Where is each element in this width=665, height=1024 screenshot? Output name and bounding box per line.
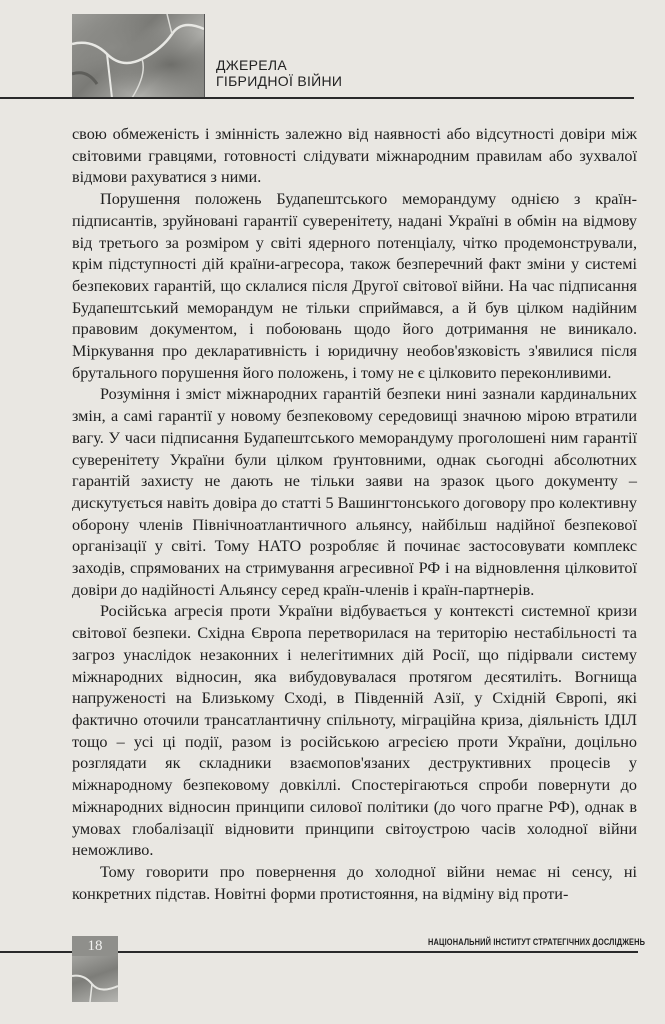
section-title xyxy=(216,57,342,89)
header-map-image xyxy=(72,14,205,98)
page-number: 18 xyxy=(72,936,118,956)
paragraph: Тому говорити про повернення до холодної війни немає ні сенсу, ні конкретних підстав. Новітні форми протистояння, на відміну від проти- xyxy=(72,862,637,903)
footer-crack-graphic xyxy=(72,956,118,1002)
map-crack-graphic xyxy=(72,14,204,98)
paragraph: Порушення положень Будапештського меморандуму однією з країн-підписантів, зруйновані гарантії суверенітету, надані Україні в обмін на відмову від третього за розміром у світі ядерного потенціалу, чітко продемонстрували, крім підступності дій країни-агресора, також безперечний факт зміни у системі безпекових гарантій, що склалися після Другої світової війни. На час підписання Будапештський меморандум не тільки сприймався, а й був цілком надійним правовим документом, і побоювань щодо його дотримання не виникало. Міркування про декларативність і юридичну необов'язковість з'явилися після брутального порушення його положень, і тому не є цілковито переконливими. xyxy=(72,190,637,382)
paragraph: свою обмеженість і змінність залежно від наявності або відсутності довіри між світовими гравцями, готовності слідувати міжнародним правилам або зухвалої відмови рахуватися з ними. xyxy=(72,125,637,187)
paragraph: Розуміння і зміст міжнародних гарантій безпеки нині зазнали кардинальних змін, а самі гарантії у новому безпековому середовищі значною мірою втратили вагу. У часи підписання Будапештського меморандуму проголошені ним гарантії суверенітету України були цілком ґрунтовними, однак сьогодні абсолютних гарантій захисту не дають не тільки заяви на зразок цього документу – дискутується навіть довіра до статті 5 Вашингтонського договору про колективну оборону членів Північноатлантичного альянсу, найбільш надійної безпекової організації у світі. Тому НАТО розробляє й починає застосовувати комплекс заходів, спрямованих на стримування агресивної РФ і на відновлення цілковитої довіри до надійності Альянсу серед країн-членів і країн-партнерів. xyxy=(72,385,637,599)
footer-divider-left xyxy=(0,951,72,953)
header-divider xyxy=(0,97,634,99)
section-title-line-1: ДЖЕРЕЛА xyxy=(216,57,288,73)
footer-divider xyxy=(118,951,638,953)
body-text xyxy=(72,124,637,905)
section-title-line-2: ГІБРИДНОЇ ВІЙНИ xyxy=(216,73,343,89)
institute-name: НАЦІОНАЛЬНИЙ ІНСТИТУТ СТРАТЕГІЧНИХ ДОСЛІДЖЕНЬ xyxy=(428,937,646,948)
paragraph: Російська агресія проти України відбувається у контексті системної кризи світової безпеки. Східна Європа перетворилася на територію нестабільності та загроз унаслідок незаконних і нелегітимних дій Росії, що підірвали систему міжнародних відносин, яка вибудовувалася протягом десятиліть. Вогнища напруженості на Близькому Сході, в Південній Азії, у Східній Європі, які фактично оточили трансатлантичну спільноту, міграційна криза, діяльність ІДІЛ тощо – усі ці події, разом із російською агресією проти України, доцільно розглядати як складники взаємопов'язаних деструктивних процесів у міжнародному безпековому довкіллі. Спостерігаються спроби повернути до міжнародних відносин принципи силової політики (до чого прагне РФ), однак в умовах глобалізації відновити принципи світоустрою часів холодної війни неможливо. xyxy=(72,602,637,860)
footer-map-image xyxy=(72,956,118,1002)
